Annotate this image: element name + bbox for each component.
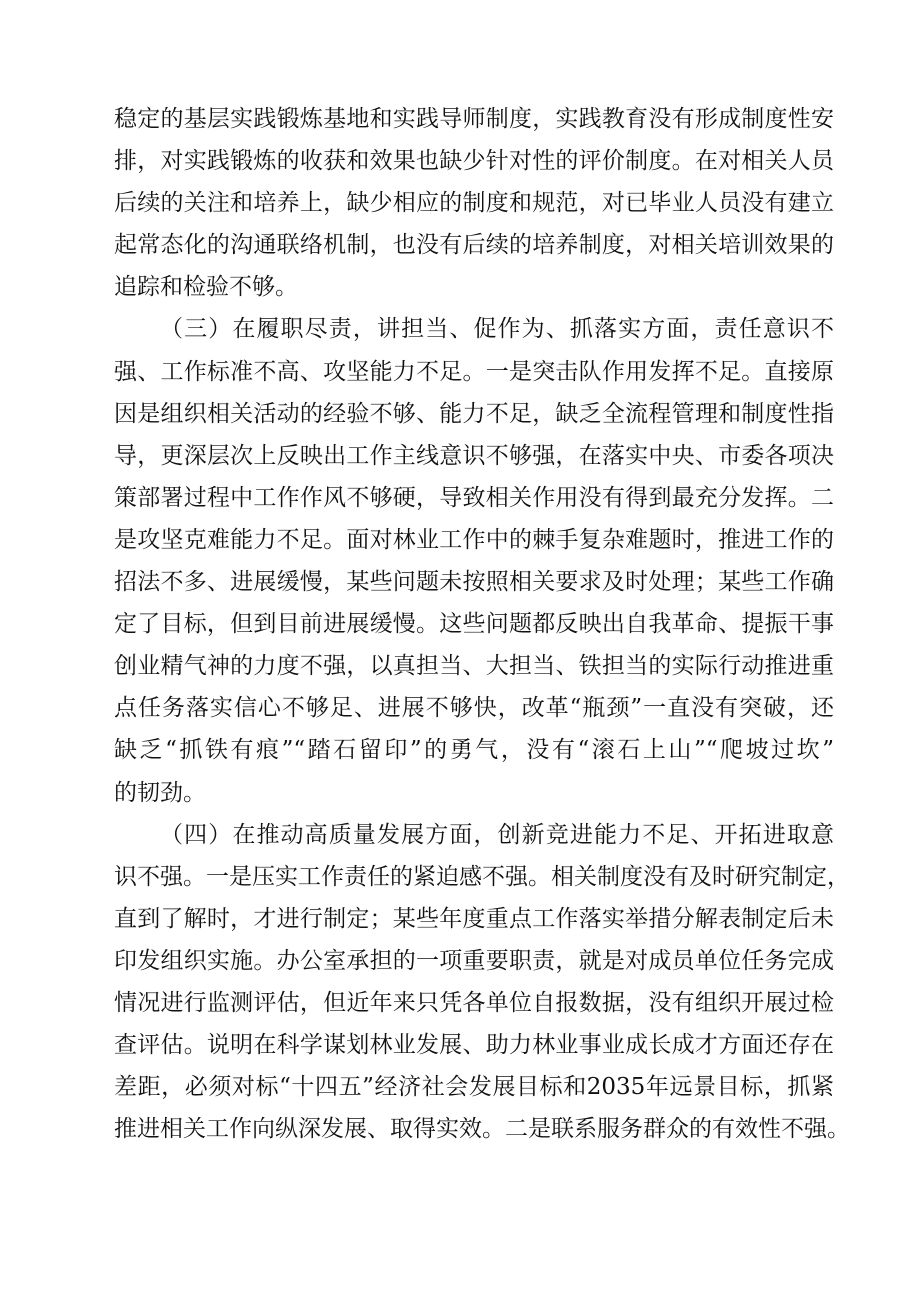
text-line: 查评估。说明在科学谋划林业发展、助力林业事业成长成才方面还存在	[114, 1032, 834, 1059]
text-line: 导，更深层次上反映出工作主线意识不够强，在落实中央、市委各项决	[114, 442, 834, 469]
text-line: 招法不多、进展缓慢，某些问题未按照相关要求及时处理；某些工作确	[114, 569, 834, 596]
text-line: 稳定的基层实践锻炼基地和实践导师制度，实践教育没有形成制度性安	[114, 106, 834, 132]
text-line: 起常态化的沟通联络机制，也没有后续的培养制度，对相关培训效果的	[114, 232, 834, 259]
text-line: 后续的关注和培养上，缺少相应的制度和规范，对已毕业人员没有建立	[114, 190, 834, 217]
text-line: 追踪和检验不够。	[114, 274, 298, 301]
text-line: 缺乏“抓铁有痕”“踏石留印”的勇气，没有“滚石上山”“爬坡过坎”	[114, 737, 834, 764]
body-text	[114, 98, 850, 1150]
section-heading-line: （三）在履职尽责，讲担当、促作为、抓落实方面，责任意识不	[160, 316, 834, 343]
text-line: 排，对实践锻炼的收获和效果也缺少针对性的评价制度。在对相关人员	[114, 148, 834, 175]
text-line: 直到了解时，才进行制定；某些年度重点工作落实举措分解表制定后未	[114, 905, 834, 932]
text-line: 点任务落实信心不够足、进展不够快，改革“瓶颈”一直没有突破，还	[114, 695, 834, 722]
section-heading-line: （四）在推动高质量发展方面，创新竞进能力不足、开拓进取意	[160, 821, 834, 848]
text-line: 的韧劲。	[114, 779, 206, 806]
text-line: 创业精气神的力度不强，以真担当、大担当、铁担当的实际行动推进重	[114, 653, 834, 680]
text-line: 情况进行监测评估，但近年来只凭各单位自报数据，没有组织开展过检	[114, 989, 834, 1016]
text-line: 强、工作标准不高、攻坚能力不足。一是突击队作用发挥不足。直接原	[114, 358, 834, 385]
text-line: 因是组织相关活动的经验不够、能力不足，缺乏全流程管理和制度性指	[114, 400, 834, 427]
text-line: 识不强。一是压实工作责任的紧迫感不强。相关制度没有及时研究制定，	[114, 863, 850, 890]
text-line: 推进相关工作向纵深发展、取得实效。二是联系服务群众的有效性不强。	[114, 1116, 850, 1143]
text-line: 策部署过程中工作作风不够硬，导致相关作用没有得到最充分发挥。二	[114, 484, 834, 511]
text-line: 差距，必须对标“十四五”经济社会发展目标和2035年远景目标，抓紧	[114, 1074, 834, 1101]
text-line: 定了目标，但到目前进展缓慢。这些问题都反映出自我革命、提振干事	[114, 611, 834, 638]
text-line: 是攻坚克难能力不足。面对林业工作中的棘手复杂难题时，推进工作的	[114, 526, 834, 553]
text-line: 印发组织实施。办公室承担的一项重要职责，就是对成员单位任务完成	[114, 947, 834, 974]
